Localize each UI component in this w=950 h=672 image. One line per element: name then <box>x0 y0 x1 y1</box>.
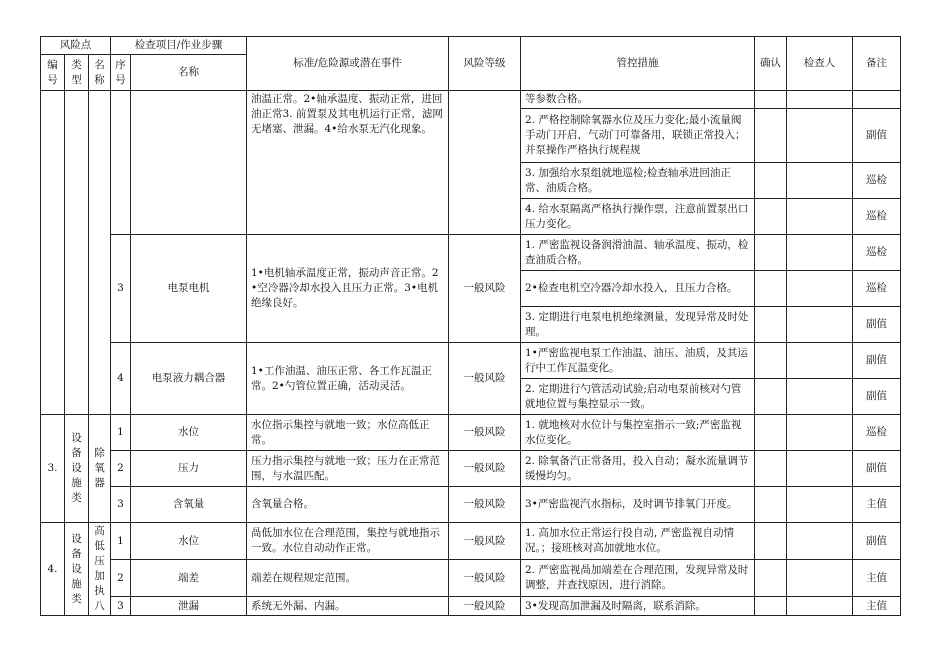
cell-confirm <box>755 235 787 271</box>
cell-measure: 1. 严密监视设备润滑油温、轴承温度、振动，检查油质合格。 <box>521 235 755 271</box>
group-type: 设备设施类 <box>65 523 89 616</box>
table-row <box>41 523 901 560</box>
cell-confirm <box>755 307 787 343</box>
cell-measure: 3•严密监视汽水指标，及时调节排氧门开度。 <box>521 487 755 523</box>
cell-code-empty <box>41 91 65 415</box>
cell-inspector <box>787 451 853 487</box>
cell-confirm <box>755 163 787 199</box>
cell-level: 一般风险 <box>449 597 521 616</box>
cell-confirm <box>755 199 787 235</box>
cell-item: 泄漏 <box>131 597 247 616</box>
cell-remark: 主值 <box>853 597 901 616</box>
cell-level: 一般风险 <box>449 415 521 451</box>
header-type: 类型 <box>65 55 89 91</box>
cell-name-empty <box>89 91 111 415</box>
cell-remark: 巡检 <box>853 235 901 271</box>
cell-remark <box>853 91 901 109</box>
cell-inspector <box>787 523 853 560</box>
cell-confirm <box>755 487 787 523</box>
cell-level: 一般风险 <box>449 487 521 523</box>
header-remark: 备注 <box>853 37 901 91</box>
cell-inspector <box>787 199 853 235</box>
cell-inspector <box>787 163 853 199</box>
cell-standard: 系统无外漏、内漏。 <box>247 597 449 616</box>
cell-confirm <box>755 109 787 163</box>
cell-inspector <box>787 109 853 163</box>
header-row-1 <box>41 37 901 55</box>
cell-item: 电泵液力耦合器 <box>131 343 247 415</box>
cell-item: 电泵电机 <box>131 235 247 343</box>
group-name: 高低压加执八 <box>89 523 111 616</box>
cell-measure: 2•检查电机空冷器冷却水投入，且压力合格。 <box>521 271 755 307</box>
cell-seq: 2 <box>111 451 131 487</box>
cell-level: 一般风险 <box>449 343 521 415</box>
cell-standard: 咼低加水位在合理范围，集控与就地指示一致。水位自动动作正常。 <box>247 523 449 560</box>
cell-standard: 1•工作油温、油压正常、各工作瓦温正常。2•勺管位置正确，活动灵活。 <box>247 343 449 415</box>
table-row <box>41 343 901 379</box>
cell-measure: 1. 就地核对水位计与集控室指示一致;严密监视水位变化。 <box>521 415 755 451</box>
table-row <box>41 415 901 451</box>
cell-seq: 1 <box>111 523 131 560</box>
table-row <box>41 560 901 597</box>
cell-inspector <box>787 415 853 451</box>
cell-standard: 含氧量合格。 <box>247 487 449 523</box>
cell-remark: 副值 <box>853 523 901 560</box>
cell-remark: 巡检 <box>853 163 901 199</box>
cell-confirm <box>755 271 787 307</box>
cell-seq: 1 <box>111 415 131 451</box>
header-check-item: 检查项目/作业步骤 <box>111 37 247 55</box>
cell-standard: 1•电机轴承温度正常，振动声音正常。2•空冷器冷却水投入且压力正常。3•电机绝缘良好。 <box>247 235 449 343</box>
cell-inspector <box>787 487 853 523</box>
cell-remark: 主值 <box>853 560 901 597</box>
cell-confirm <box>755 523 787 560</box>
header-item-name: 名称 <box>131 55 247 91</box>
cell-measure: 2. 定期进行勺管活动试验;启动电泵前核对勺管就地位置与集控显示一致。 <box>521 379 755 415</box>
cell-measure: 等参数合格。 <box>521 91 755 109</box>
cell-inspector <box>787 343 853 379</box>
cell-item: 端差 <box>131 560 247 597</box>
cell-level-empty <box>449 91 521 235</box>
cell-remark: 副值 <box>853 451 901 487</box>
cell-inspector <box>787 560 853 597</box>
header-inspector: 检查人 <box>787 37 853 91</box>
cell-remark: 巡检 <box>853 271 901 307</box>
group-code: 4. <box>41 523 65 616</box>
cell-seq: 3 <box>111 487 131 523</box>
cell-confirm <box>755 560 787 597</box>
cell-remark: 副值 <box>853 379 901 415</box>
cell-item: 水位 <box>131 523 247 560</box>
cell-inspector <box>787 307 853 343</box>
cell-measure: 1. 高加水位正常运行投自动, 严密监视自动情况。；接班核对高加就地水位。 <box>521 523 755 560</box>
cell-item: 水位 <box>131 415 247 451</box>
table-row <box>41 451 901 487</box>
cell-standard: 压力指示集控与就地一致；压力在正常范围，与水温匹配。 <box>247 451 449 487</box>
cell-standard: 水位指示集控与就地一致；水位高低正常。 <box>247 415 449 451</box>
cell-measure: 2. 严密监视咼加端差在合理范围，发现异常及时调整，并查找原因，进行消除。 <box>521 560 755 597</box>
table-row <box>41 91 901 109</box>
cell-remark: 副值 <box>853 307 901 343</box>
cell-standard: 油温正常。2•轴承温度、振动正常，进回油正常3. 前置泵及其电机运行正常，滤网无堵塞、泄漏。4•给水泵无汽化现象。 <box>247 91 449 235</box>
group-code: 3. <box>41 415 65 523</box>
cell-standard: 端差在规程规定范围。 <box>247 560 449 597</box>
cell-level: 一般风险 <box>449 523 521 560</box>
cell-inspector <box>787 235 853 271</box>
cell-inspector <box>787 271 853 307</box>
cell-item-empty <box>131 91 247 235</box>
table-row <box>41 597 901 616</box>
cell-measure: 3. 加强给水泵组就地巡检;检查轴承进回油正常、油质合格。 <box>521 163 755 199</box>
cell-measure: 4. 给水泵隔离严格执行操作票，注意前置泵出口压力变化。 <box>521 199 755 235</box>
cell-inspector <box>787 597 853 616</box>
header-level: 风险等级 <box>449 37 521 91</box>
cell-confirm <box>755 415 787 451</box>
cell-confirm <box>755 597 787 616</box>
cell-level: 一般风险 <box>449 451 521 487</box>
cell-confirm <box>755 343 787 379</box>
table-row <box>41 235 901 271</box>
cell-remark: 巡检 <box>853 415 901 451</box>
cell-item: 压力 <box>131 451 247 487</box>
group-type: 设备设施类 <box>65 415 89 523</box>
header-measures: 管控措施 <box>521 37 755 91</box>
cell-measure: 2. 除氧备汽正常备用，投入自动；凝水流量调节缓慢均匀。 <box>521 451 755 487</box>
header-code: 编号 <box>41 55 65 91</box>
cell-inspector <box>787 379 853 415</box>
cell-confirm <box>755 379 787 415</box>
cell-seq: 3 <box>111 235 131 343</box>
header-name: 名称 <box>89 55 111 91</box>
cell-remark: 巡检 <box>853 199 901 235</box>
cell-type-empty <box>65 91 89 415</box>
cell-seq-empty <box>111 91 131 235</box>
cell-measure: 3•发现高加泄漏及时隔离，联系消除。 <box>521 597 755 616</box>
header-confirm: 确认 <box>755 37 787 91</box>
cell-measure: 2. 严格控制除氧器水位及压力变化;最小流量阀手动门开启，气动门可靠备用，联锁正常投入；并泵操作严格执行规程规 <box>521 109 755 163</box>
cell-remark: 主值 <box>853 487 901 523</box>
cell-confirm <box>755 91 787 109</box>
header-risk-point: 风险点 <box>41 37 111 55</box>
cell-seq: 4 <box>111 343 131 415</box>
cell-measure: 1•严密监视电泵工作油温、油压、油质，及其运行中工作瓦温变化。 <box>521 343 755 379</box>
risk-control-table <box>40 36 901 616</box>
cell-seq: 3 <box>111 597 131 616</box>
cell-seq: 2 <box>111 560 131 597</box>
cell-level: 一般风险 <box>449 235 521 343</box>
table-row <box>41 487 901 523</box>
cell-remark: 副值 <box>853 109 901 163</box>
cell-measure: 3. 定期进行电泵电机绝缘测量，发现异常及时处理。 <box>521 307 755 343</box>
cell-confirm <box>755 451 787 487</box>
cell-remark: 副值 <box>853 343 901 379</box>
cell-level: 一般风险 <box>449 560 521 597</box>
header-seq: 序号 <box>111 55 131 91</box>
cell-inspector <box>787 91 853 109</box>
header-standard: 标准/危险源或潜在事件 <box>247 37 449 91</box>
cell-item: 含氧量 <box>131 487 247 523</box>
group-name: 除氧器 <box>89 415 111 523</box>
